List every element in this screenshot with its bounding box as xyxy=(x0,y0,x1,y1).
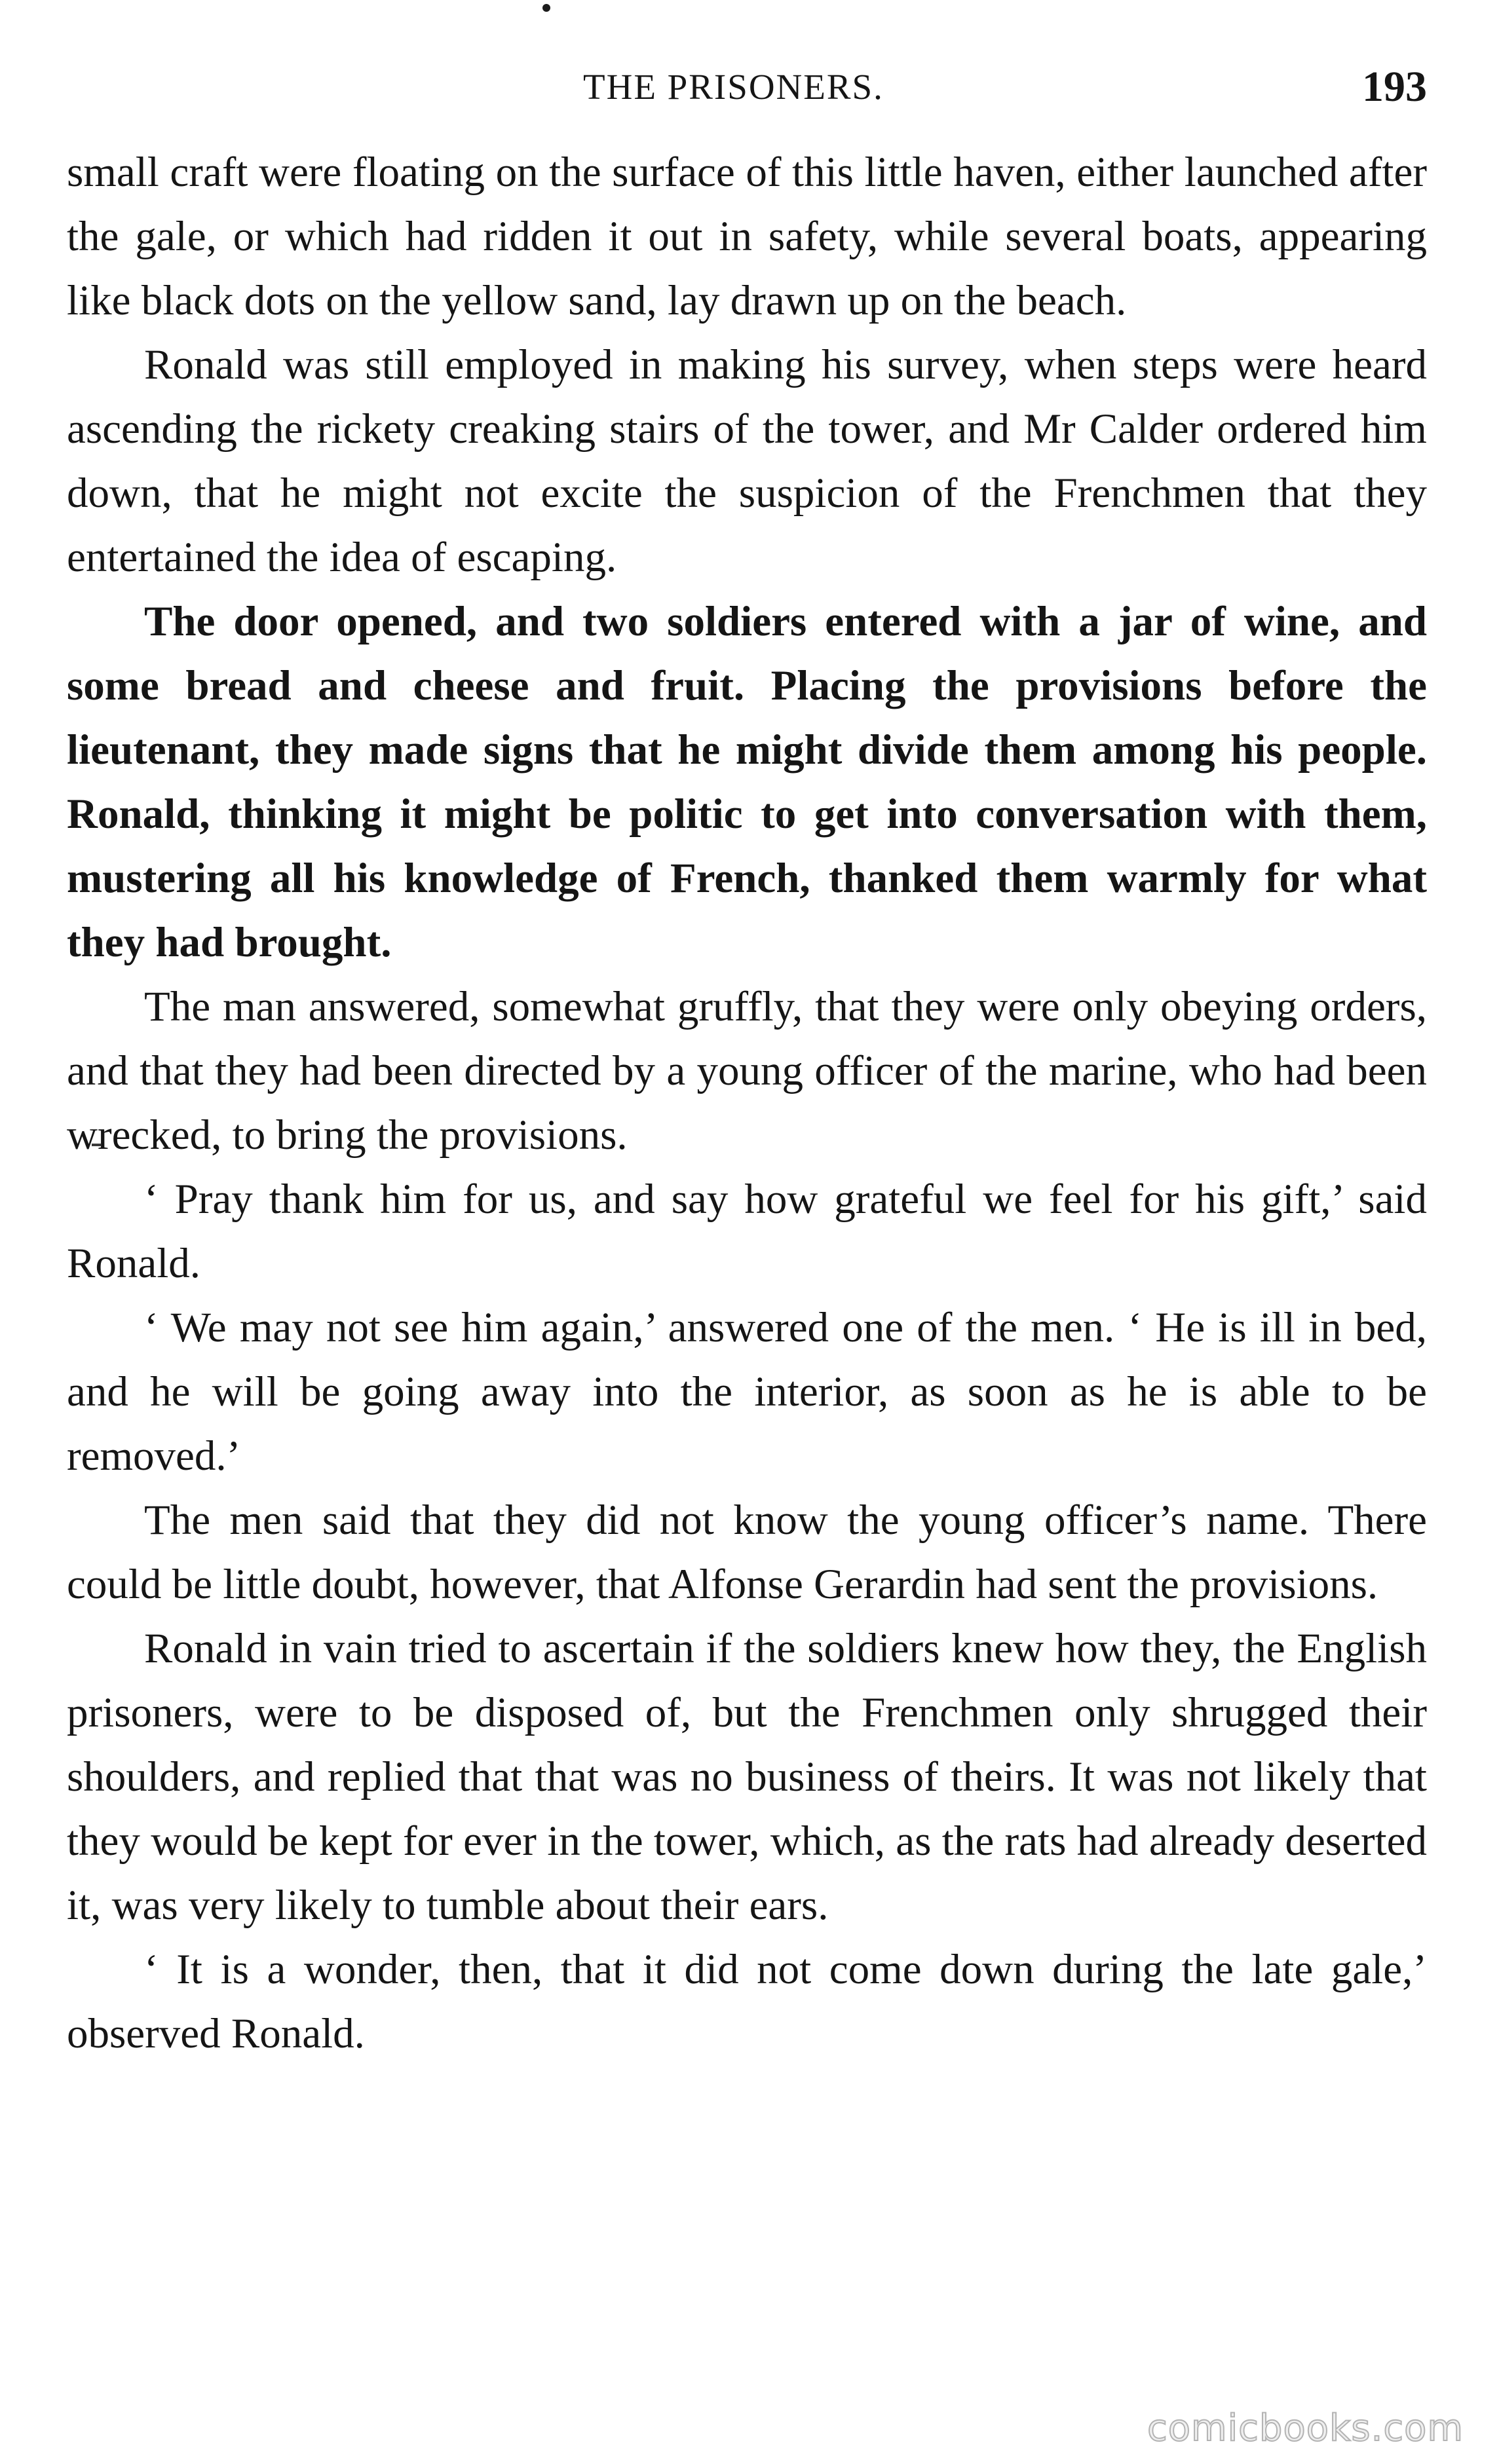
paragraph-gale: ‘ It is a wonder, then, that it did not come down during the late gale,’ observed Ronald. xyxy=(67,1946,1427,2057)
printer-mark xyxy=(542,4,550,12)
body-text xyxy=(67,140,1427,2066)
running-head xyxy=(72,58,1427,117)
page-number: 193 xyxy=(1362,63,1427,111)
paragraph-survey: Ronald was still employed in making his survey, when steps were heard ascending the rickety creaking stairs of the tower, and Mr Calder ordered him down, that he might not excite the suspicion of the Frenchmen that they entertained the idea of escaping. xyxy=(67,341,1427,581)
watermark-logo: comicbooks.com xyxy=(1147,2407,1464,2450)
paragraph-provisions: The door opened, and two soldiers entered with a jar of wine, and some bread and cheese and fruit. Placing the provisions before the lieutenant, they made signs that he might divide them among his people. Ronald, thinking it might be politic to get into conversation with them, mustering all his knowledge of French, thanked them warmly for what they had brought. xyxy=(67,598,1427,966)
paragraph-officer-ill: ‘ We may not see him again,’ answered one of the men. ‘ He is ill in bed, and he will be going away into the interior, as soon as he is able to be removed.’ xyxy=(67,1304,1427,1480)
paragraph-disposal: Ronald in vain tried to ascertain if the soldiers knew how they, the English prisoners, were to be disposed of, but the Frenchmen only shrugged their shoulders, and replied that that was no business of theirs. It was not likely that they would be kept for ever in the tower, which, as the rats had already deserted it, was very likely to tumble about their ears. xyxy=(67,1625,1427,1929)
running-title: THE PRISONERS. xyxy=(583,67,884,107)
paragraph-continuation: small craft were floating on the surface of this little haven, either launched after the gale, or which had ridden it out in safety, while several boats, appearing like black dots on the yellow sand, lay drawn up on the beach. xyxy=(67,149,1427,324)
paragraph-orders: The man answered, somewhat gruffly, that they were only obeying orders, and that they had been directed by a young officer of the marine, who had been wrecked, to bring the provisions. xyxy=(67,983,1427,1159)
paragraph-officer-name: The men said that they did not know the young officer’s name. There could be little doubt, however, that Alfonse Gerardin had sent the provisions. xyxy=(67,1497,1427,1608)
paragraph-thanks: ‘ Pray thank him for us, and say how grateful we feel for his gift,’ said Ronald. xyxy=(67,1176,1427,1287)
